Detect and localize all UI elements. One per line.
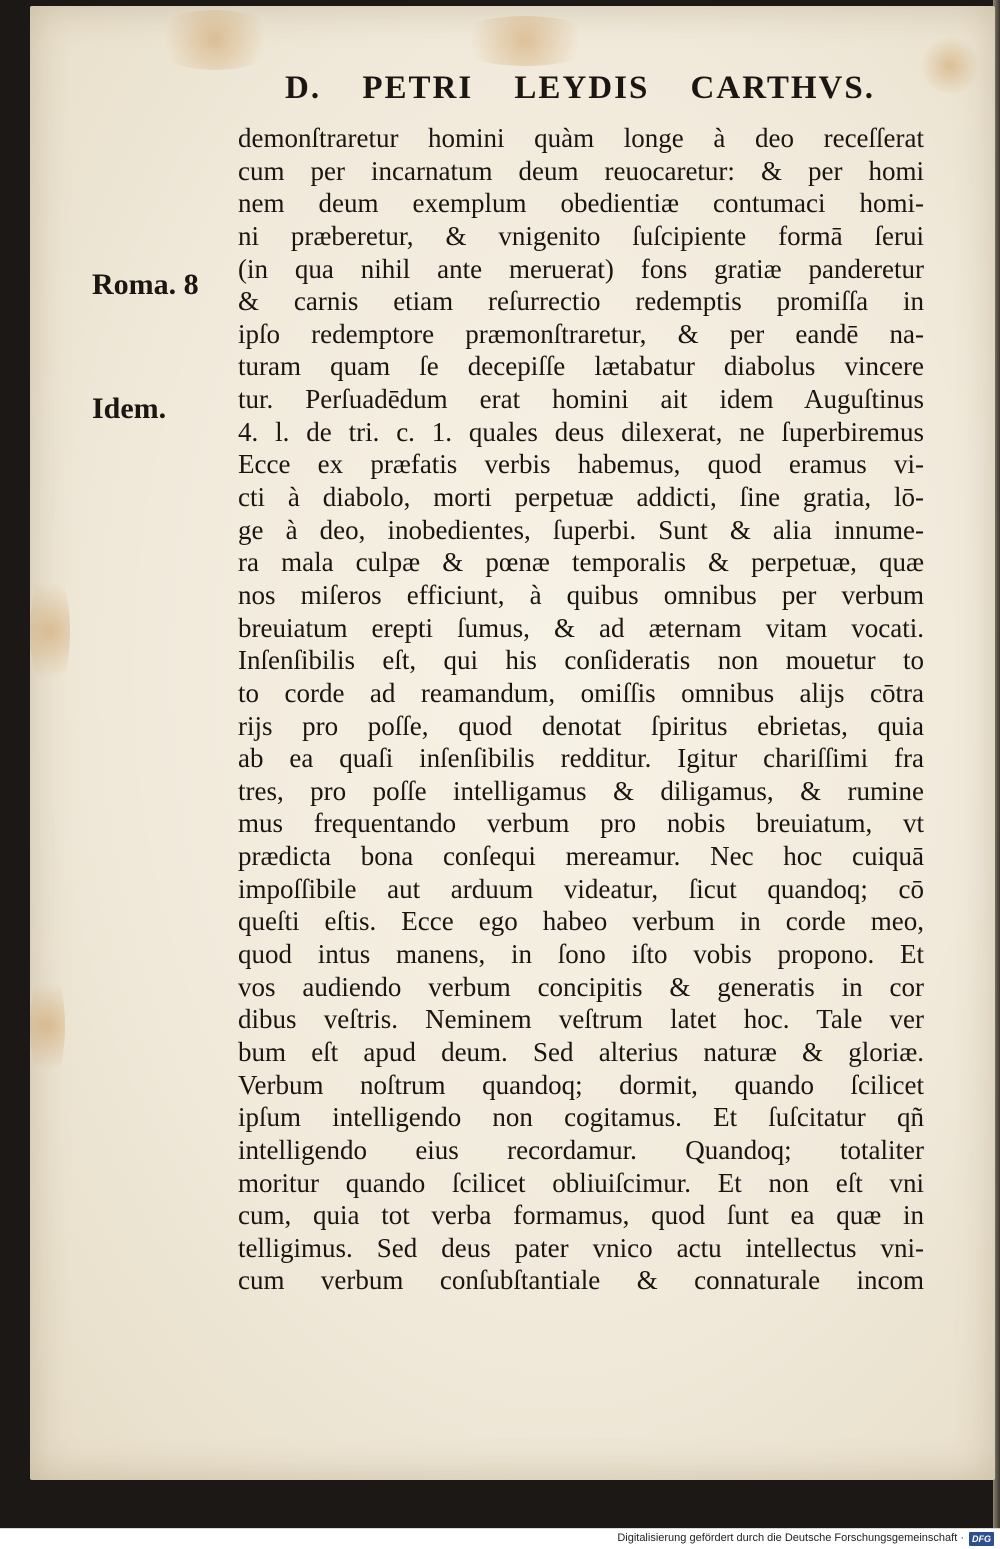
body-text	[238, 122, 924, 1297]
text-line: turam quam ſe decepiſſe lætabatur diabolus vincere	[238, 351, 924, 382]
text-line: quod intus manens, in ſono iſto vobis propono. Et	[238, 939, 924, 970]
text-line: vos audiendo verbum concipitis & generatis in cor	[238, 971, 924, 1002]
text-line: ra mala culpæ & pœnæ temporalis & perpetuæ, quæ	[238, 547, 924, 578]
running-head-word: D.	[285, 69, 322, 106]
footer-bar	[0, 1528, 1000, 1549]
text-line: to corde ad reamandum, omiſſis omnibus alijs cōtra	[238, 677, 924, 708]
text-line: impoſſibile aut arduum videatur, ſicut quandoq; cō	[238, 873, 924, 904]
running-head-word: LEYDIS	[514, 69, 650, 106]
text-line: breuiatum erepti ſumus, & ad æternam vitam vocati.	[238, 612, 924, 643]
text-line: Verbum noſtrum quandoq; dormit, quando ſcilicet	[238, 1069, 924, 1100]
text-line: cum verbum conſubſtantiale & connaturale incom	[238, 1265, 924, 1296]
text-line: ge à deo, inobedientes, ſuperbi. Sunt & alia innume-	[238, 514, 924, 545]
text-line: moritur quando ſcilicet obliuiſcimur. Et non eſt vni	[238, 1167, 924, 1198]
text-line: intelligendo eius recordamur. Quandoq; totaliter	[238, 1134, 924, 1165]
funding-credit: Digitalisierung gefördert durch die Deutsche Forschungsgemeinschaft ·	[617, 1532, 964, 1544]
text-line: mus frequentando verbum pro nobis breuiatum, vt	[238, 808, 924, 839]
text-line: ipſum intelligendo non cogitamus. Et ſuſcitatur qñ	[238, 1102, 924, 1133]
foxing-stain	[150, 10, 280, 70]
text-line: dibus veſtris. Neminem veſtrum latet hoc. Tale ver	[238, 1004, 924, 1035]
text-line: (in qua nihil ante meruerat) fons gratiæ panderetur	[238, 253, 924, 284]
foxing-stain	[30, 966, 65, 1086]
text-line: nos miſeros efficiunt, à quibus omnibus per verbum	[238, 579, 924, 610]
foxing-stain	[920, 36, 980, 96]
text-line: demonſtraretur homini quàm longe à deo receſſerat	[238, 123, 924, 153]
running-head-word: CARTHVS.	[690, 69, 875, 106]
text-line: bum eſt apud deum. Sed alterius naturæ & gloriæ.	[238, 1036, 924, 1067]
running-head	[285, 66, 875, 110]
text-line: ni præberetur, & vnigenito ſuſcipiente formā ſerui	[238, 220, 924, 251]
text-line: nem deum exemplum obedientiæ contumaci homi-	[238, 188, 924, 219]
foxing-stain	[30, 566, 70, 696]
text-line: queſti eſtis. Ecce ego habeo verbum in corde meo,	[238, 906, 924, 937]
text-line: cum per incarnatum deum reuocaretur: & per homi	[238, 155, 924, 186]
text-line: telligimus. Sed deus pater vnico actu intellectus vni-	[238, 1232, 924, 1263]
margin-note: Idem.	[92, 392, 167, 425]
text-line: cum, quia tot verba formamus, quod ſunt ea quæ in	[238, 1200, 924, 1231]
text-line: 4. l. de tri. c. 1. quales deus dilexerat, ne ſuperbiremus	[238, 416, 924, 447]
running-head-word: PETRI	[362, 69, 474, 106]
text-line: tur. Perſuadēdum erat homini ait idem Auguſtinus	[238, 384, 924, 415]
text-line: & carnis etiam reſurrectio redemptis promiſſa in	[238, 286, 924, 317]
margin-note: Roma. 8	[92, 268, 199, 301]
text-line: tres, pro poſſe intelligamus & diligamus, & rumine	[238, 775, 924, 806]
text-line: ipſo redemptore præmonſtraretur, & per eandē na-	[238, 318, 924, 349]
text-line: Ecce ex præfatis verbis habemus, quod eramus vi-	[238, 449, 924, 480]
text-line: cti à diabolo, morti perpetuæ addicti, ſine gratia, lō-	[238, 482, 924, 513]
text-line: prædicta bona conſequi mereamur. Nec hoc cuiquā	[238, 841, 924, 872]
dfg-logo[interactable]: DFG	[969, 1532, 994, 1546]
text-line: ab ea quaſi inſenſibilis redditur. Igitur chariſſimi fra	[238, 743, 924, 774]
text-line: Inſenſibilis eſt, qui his conſideratis non mouetur to	[238, 645, 924, 676]
foxing-stain	[450, 16, 600, 66]
text-line: rijs pro poſſe, quod denotat ſpiritus ebrietas, quia	[238, 710, 924, 741]
